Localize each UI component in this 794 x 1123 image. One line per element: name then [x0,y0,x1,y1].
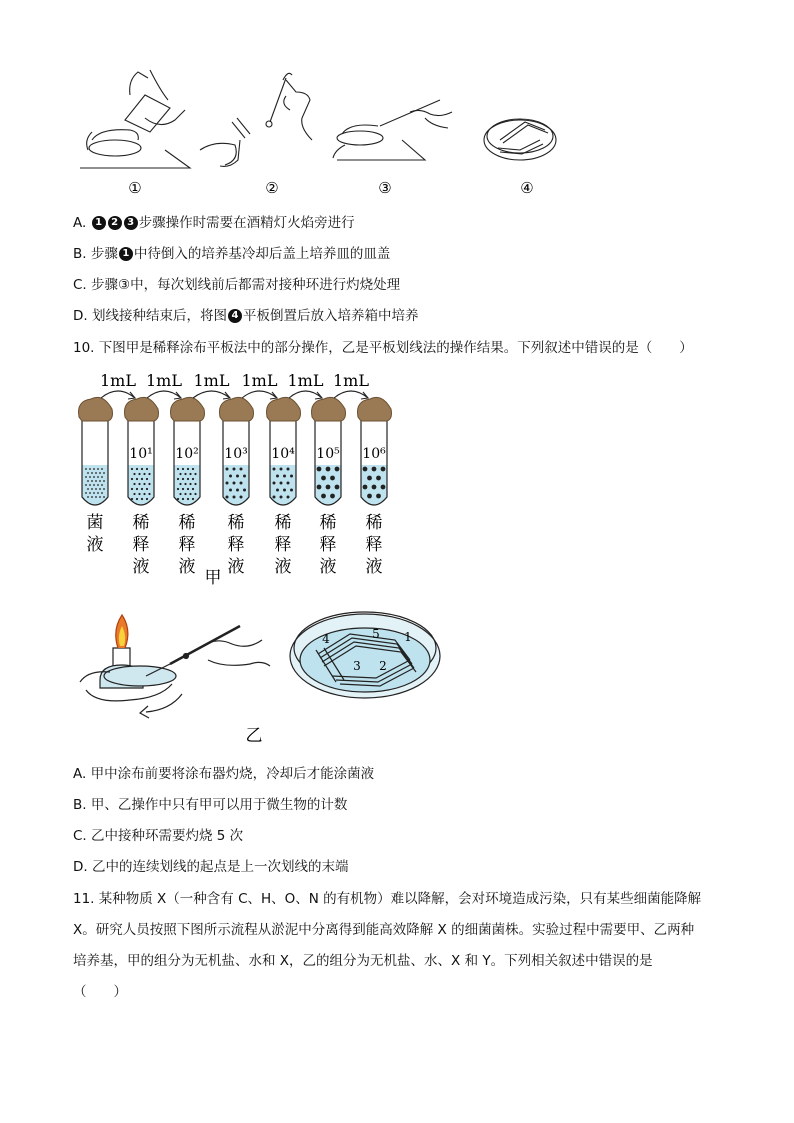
q10-stem: 10. 下图甲是稀释涂布平板法中的部分操作，乙是平板划线法的操作结果。下列叙述中错误的是（ ） [73,340,693,356]
transfer-label: 1mL [287,371,324,390]
fig-yi-label: 乙 [245,726,263,746]
circled-num: 3 [124,216,138,230]
tube-name-char: 液 [86,535,104,555]
q10-option-c: C. 乙中接种环需要灼烧 5 次 [73,828,244,844]
transfer-label: 1mL [241,371,278,390]
tube-name-char: 稀 [365,513,383,533]
q9-option-a-text: 步骤操作时需要在酒精灯火焰旁进行 [138,215,355,231]
q10-option-d: D. 乙中的连续划线的起点是上一次划线的末端 [73,859,349,875]
tube-name-char: 释 [132,535,150,555]
q11-line-3: 培养基，甲的组分为无机盐、水和 X，乙的组分为无机盐、水、X 和 Y。下列相关叙述中错误的是 [73,953,653,969]
q9-option-d-prefix: D. [73,308,88,324]
tube-dilution-label: 10² [175,446,199,462]
tube-name-char: 液 [132,557,150,577]
q11-line-1: 11. 某种物质 X（一种含有 C、H、O、N 的有机物）难以降解，会对环境造成污染，只有某些细菌能降解 [73,891,702,907]
fig-jia-label: 甲 [204,568,222,588]
plate-region-5: 5 [372,627,380,641]
tube-name-char: 稀 [274,513,292,533]
tube-dilution-label: 10³ [224,446,248,462]
q9-option-d-text: 平板倒置后放入培养箱中培养 [242,308,419,324]
q9-option-a-prefix: A. [73,215,87,231]
q9-option-c: C. 步骤③中，每次划线前后都需对接种环进行灼烧处理 [73,277,401,293]
tube-name-char: 释 [227,535,245,555]
q10-option-b: B. 甲、乙操作中只有甲可以用于微生物的计数 [73,797,348,813]
transfer-label: 1mL [100,371,136,390]
tube-name-char: 液 [227,557,245,577]
transfer-label: 1mL [333,371,369,390]
tube-name-char: 液 [365,557,383,577]
plate-region-4: 4 [322,632,330,646]
tube-name-char: 稀 [319,513,337,533]
tube-name-char: 液 [178,557,196,577]
tube-name-char: 释 [274,535,292,555]
transfer-label: 1mL [146,371,182,390]
tube-name-char: 释 [365,535,383,555]
tube-dilution-label: 10⁵ [316,446,340,462]
tube-dilution-label: 10⁴ [271,446,295,462]
q10-option-a: A. 甲中涂布前要将涂布器灼烧，冷却后才能涂菌液 [73,766,375,782]
tube-name-char: 释 [319,535,337,555]
circled-num: 4 [228,309,242,323]
tube-name-char: 稀 [178,513,196,533]
q9-option-b-pre: 步骤 [90,246,118,262]
plate-region-3: 3 [353,659,361,673]
tube-dilution-label: 10⁶ [362,446,386,462]
transfer-label: 1mL [193,371,230,390]
plate-region-1: 1 [404,630,412,644]
plate-region-2: 2 [379,659,387,673]
q9-option-b-text: 中待倒入的培养基冷却后盖上培养皿的皿盖 [133,246,391,262]
step-label-3: ③ [378,179,392,197]
circled-num: 1 [92,216,106,230]
tube-name-char: 液 [274,557,292,577]
tube-dilution-label: 10¹ [129,446,153,462]
step-label-2: ② [265,179,279,197]
step-label-4: ④ [520,179,534,197]
circled-num: 2 [108,216,122,230]
circled-num: 1 [119,247,133,261]
q9-option-b-prefix: B. [73,246,87,262]
q11-line-4: （ ） [73,984,127,1000]
tube-name-char: 菌 [86,513,104,533]
tube-name-char: 稀 [227,513,245,533]
step-label-1: ① [128,179,142,197]
tube-name-char: 释 [178,535,196,555]
q9-option-d-pre: 划线接种结束后，将图 [91,308,227,324]
tube-name-char: 液 [319,557,337,577]
q11-line-2: X。研究人员按照下图所示流程从淤泥中分离得到能高效降解 X 的细菌菌株。实验过程中需要甲、乙两种 [73,922,695,938]
tube-name-char: 稀 [132,513,150,533]
